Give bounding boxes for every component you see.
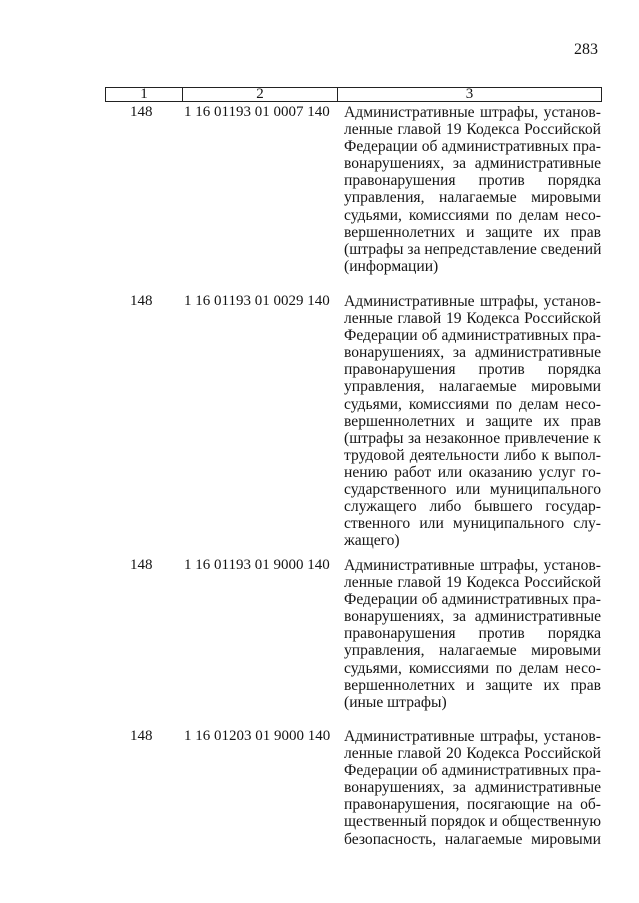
description-line: нению работ или оказанию услуг го- <box>344 463 601 481</box>
budget-code: 1 16 01193 01 0007 140 <box>184 104 330 120</box>
description-line: Административные штрафы, установ- <box>344 293 601 310</box>
description-line: служащего либо бывшего государ- <box>344 498 601 516</box>
description-line: правонарушения против порядка <box>344 172 601 190</box>
description-line: ленные главой 19 Кодекса Российской <box>344 121 601 139</box>
description-line: вонарушениях, за административные <box>344 779 601 797</box>
description-line: вонарушениях, за административные <box>344 155 601 173</box>
description-line: Федерации об административных пра- <box>344 591 601 609</box>
description-line: жащего) <box>344 532 400 550</box>
description-line: правонарушения против порядка <box>344 625 601 643</box>
description-line: вонарушениях, за административные <box>344 608 601 626</box>
header-col-1: 1 <box>140 86 148 102</box>
description-line: безопасность, налагаемые мировыми <box>344 830 601 848</box>
description-line: судьями, комиссиями по делам несо- <box>344 206 601 224</box>
budget-code: 1 16 01193 01 0029 140 <box>184 293 330 309</box>
row-description <box>344 557 601 711</box>
description-line: (иные штрафы) <box>344 693 447 711</box>
description-line: управления, налагаемые мировыми <box>344 378 601 396</box>
row-number: 148 <box>130 728 153 744</box>
header-col-2: 2 <box>182 88 337 101</box>
row-description <box>344 728 601 848</box>
budget-code: 1 16 01193 01 9000 140 <box>184 557 330 573</box>
description-line: вершеннолетних и защите их прав <box>344 223 601 241</box>
description-line: сударственного или муниципального <box>344 481 601 499</box>
description-line: ленные главой 19 Кодекса Российской <box>344 310 601 328</box>
row-number: 148 <box>130 293 153 309</box>
description-line: Административные штрафы, установ- <box>344 104 601 121</box>
table-header-row <box>105 87 602 102</box>
description-line: ленные главой 19 Кодекса Российской <box>344 574 601 592</box>
header-col-3: 3 <box>337 88 601 101</box>
row-description <box>344 293 601 549</box>
description-line: Федерации об административных пра- <box>344 762 601 780</box>
description-line: Федерации об административных пра- <box>344 138 601 156</box>
description-line: судьями, комиссиями по делам несо- <box>344 659 601 677</box>
budget-code: 1 16 01203 01 9000 140 <box>184 728 331 744</box>
description-line: судьями, комиссиями по делам несо- <box>344 395 601 413</box>
description-line: щественный порядок и общественную <box>344 813 601 831</box>
description-line: трудовой деятельности либо к выпол- <box>344 446 601 464</box>
page-number: 283 <box>574 41 598 58</box>
description-line: управления, налагаемые мировыми <box>344 189 601 207</box>
description-line: ственного или муниципального слу- <box>344 515 601 533</box>
description-line: управления, налагаемые мировыми <box>344 642 601 660</box>
budget-code-table <box>105 86 602 848</box>
description-line: вонарушениях, за административные <box>344 344 601 362</box>
description-line: правонарушения против порядка <box>344 361 601 379</box>
description-line: (штрафы за незаконное привлечение к <box>344 429 601 447</box>
description-line: Федерации об административных пра- <box>344 327 601 345</box>
row-number: 148 <box>130 104 153 120</box>
description-line: вершеннолетних и защите их прав <box>344 676 601 694</box>
description-line: (информации) <box>344 257 439 275</box>
row-number: 148 <box>130 557 153 573</box>
description-line: Административные штрафы, установ- <box>344 557 601 574</box>
row-description <box>344 104 601 275</box>
description-line: (штрафы за непредставление сведений <box>344 240 601 258</box>
description-line: ленные главой 20 Кодекса Российской <box>344 745 601 763</box>
description-line: правонарушения, посягающие на об- <box>344 796 601 814</box>
description-line: Административные штрафы, установ- <box>344 728 601 745</box>
description-line: вершеннолетних и защите их прав <box>344 412 601 430</box>
